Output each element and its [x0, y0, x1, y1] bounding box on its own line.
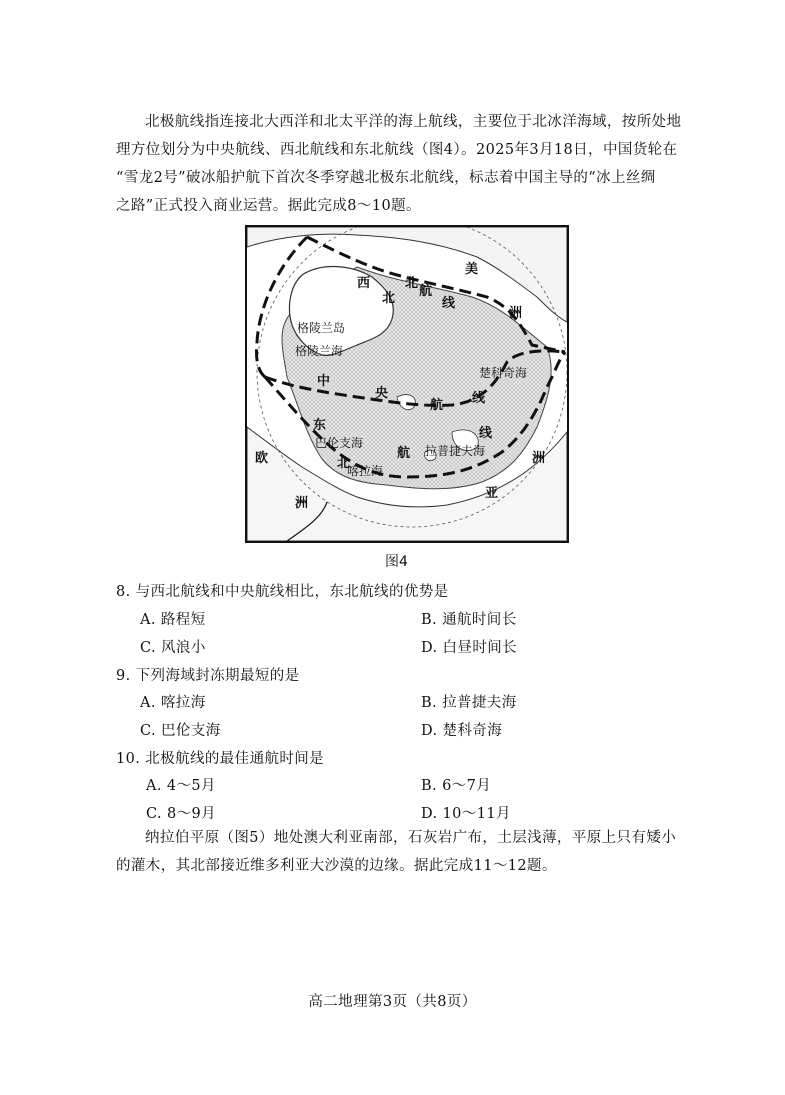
map-label-north-america-2: 美	[465, 262, 479, 277]
figure-caption: 图4	[385, 554, 408, 570]
question-text: 北极航线的最佳通航时间是	[145, 751, 325, 767]
option-text: 拉普捷夫海	[442, 695, 517, 711]
option-letter: C.	[146, 806, 162, 822]
map-label-europe-2: 洲	[295, 496, 309, 511]
option-text: 4～5月	[166, 778, 216, 794]
intro-passage	[116, 108, 700, 220]
map-label-greenland-sea: 格陵兰海	[295, 344, 344, 358]
map-label-northeast-2: 北	[337, 456, 351, 471]
map-label-northwest-2: 北	[382, 291, 396, 306]
map-svg	[247, 227, 567, 541]
option-text: 路程短	[160, 612, 206, 628]
option-letter: D.	[421, 723, 438, 739]
passage-line: 纳拉伯平原（图5）地处澳大利亚南部，石灰岩广布，土层浅薄，平原上只有矮小	[145, 830, 677, 846]
option-8d[interactable]	[421, 636, 517, 657]
option-8a[interactable]	[140, 608, 206, 629]
intro-line: 之路”正式投入商业运营。据此完成8～10题。	[116, 198, 421, 214]
option-letter: C.	[140, 723, 156, 739]
option-letter: A.	[146, 778, 162, 794]
option-text: 喀拉海	[160, 695, 206, 711]
map-label-central-1: 中	[317, 374, 331, 389]
arctic-route-map	[245, 225, 569, 543]
option-letter: B.	[421, 695, 438, 711]
option-9d[interactable]	[421, 719, 502, 740]
question-number: 10.	[116, 751, 141, 767]
map-label-asia-1: 亚	[485, 486, 499, 501]
question-number: 9.	[116, 668, 131, 684]
map-label-barents: 巴伦支海	[315, 436, 364, 450]
option-text: 6～7月	[442, 778, 492, 794]
question-text: 下列海域封冻期最短的是	[135, 668, 300, 684]
option-10b[interactable]	[421, 774, 491, 795]
question-number: 8.	[116, 584, 131, 600]
map-label-northwest-3: 航	[419, 284, 433, 299]
passage-line: 的灌木，其北部接近维多利亚大沙漠的边缘。据此完成11～12题。	[116, 858, 557, 874]
option-letter: C.	[140, 640, 156, 656]
map-label-north-america-3: 洲	[509, 306, 523, 321]
map-label-central-2: 央	[375, 386, 389, 401]
intro-line: 北极航线指连接北大西洋和北太平洋的海上航线，主要位于北冰洋海域，按所处地	[145, 114, 682, 130]
option-letter: A.	[140, 695, 156, 711]
intro-line: “雪龙2号”破冰船护航下首次冬季穿越北极东北航线，标志着中国主导的“冰上丝绸	[116, 170, 656, 186]
option-text: 8～9月	[167, 806, 217, 822]
map-label-greenland: 格陵兰岛	[297, 321, 346, 335]
map-label-asia-2: 洲	[532, 451, 546, 466]
option-text: 风浪小	[161, 640, 206, 656]
map-label-europe-1: 欧	[255, 451, 269, 466]
question-8	[116, 580, 449, 601]
map-label-north-america-1: 北	[405, 276, 419, 291]
option-text: 白昼时间长	[442, 640, 518, 656]
option-9a[interactable]	[140, 691, 206, 712]
map-label-laptev: 拉普捷夫海	[425, 444, 486, 458]
page-footer: 高二地理第3页（共8页）	[308, 994, 477, 1010]
option-9b[interactable]	[421, 691, 517, 712]
map-label-chukchi: 楚科奇海	[479, 366, 528, 380]
map-label-northeast-4: 线	[479, 426, 493, 441]
map-label-northwest-4: 线	[442, 296, 456, 311]
question-text: 与西北航线和中央航线相比，东北航线的优势是	[135, 584, 449, 600]
option-letter: A.	[140, 612, 156, 628]
option-text: 巴伦支海	[161, 723, 221, 739]
intro-line: 理方位划分为中央航线、西北航线和东北航线（图4）。2025年3月18日，中国货轮在	[116, 142, 678, 158]
map-label-central-4: 线	[472, 391, 486, 406]
option-letter: D.	[421, 640, 438, 656]
map-label-kara: 喀拉海	[347, 464, 384, 478]
map-label-northeast-1: 东	[313, 418, 327, 433]
option-text: 通航时间长	[442, 612, 517, 628]
option-8c[interactable]	[140, 636, 206, 657]
option-text: 楚科奇海	[442, 723, 503, 739]
option-letter: D.	[421, 806, 438, 822]
map-label-northeast-3: 航	[397, 446, 411, 461]
option-10a[interactable]	[146, 774, 216, 795]
question-9	[116, 664, 300, 685]
option-9c[interactable]	[140, 719, 221, 740]
option-10d[interactable]	[421, 802, 511, 823]
question-10	[116, 747, 324, 768]
second-passage	[116, 824, 700, 880]
option-letter: B.	[421, 612, 438, 628]
option-letter: B.	[421, 778, 438, 794]
map-label-central-3: 航	[430, 398, 444, 413]
option-text: 10～11月	[442, 806, 511, 822]
option-8b[interactable]	[421, 608, 517, 629]
map-label-northwest-1: 西	[357, 276, 371, 291]
option-10c[interactable]	[146, 802, 216, 823]
